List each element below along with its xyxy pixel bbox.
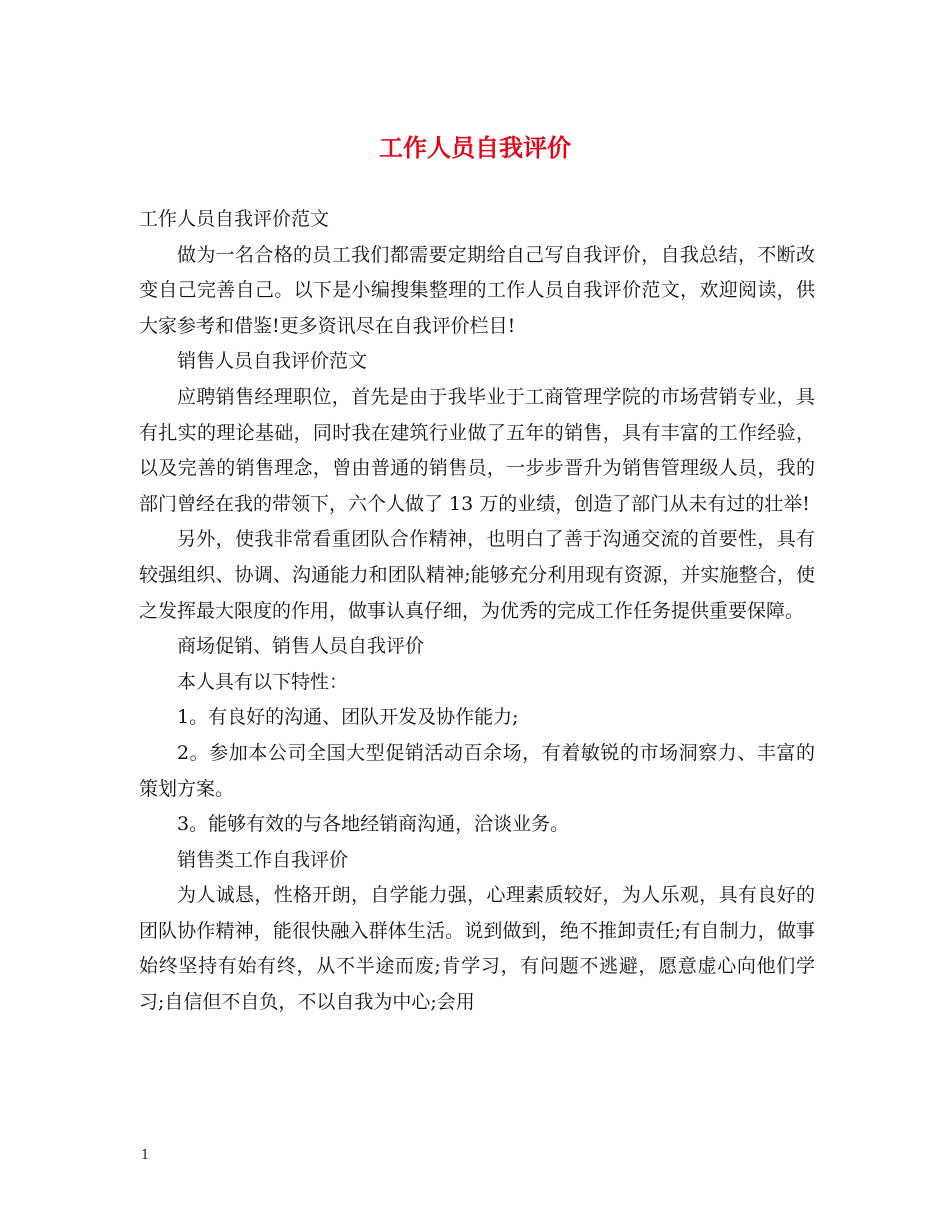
list-item: 3。能够有效的与各地经销商沟通，洽谈业务。 bbox=[177, 813, 570, 836]
section-heading: 销售人员自我评价范文 bbox=[177, 350, 368, 373]
document-title: 工作人员自我评价 bbox=[379, 133, 571, 162]
section-heading: 商场促销、销售人员自我评价 bbox=[177, 635, 425, 658]
section-heading: 销售类工作自我评价 bbox=[177, 848, 349, 871]
document-body bbox=[139, 202, 815, 1021]
page-number: 1 bbox=[141, 1148, 150, 1163]
list-item: 1。有良好的沟通、团队开发及协作能力; bbox=[177, 706, 519, 729]
list-item: 2。参加本公司全国大型促销活动百余场，有着敏锐的市场洞察力、丰富的策划方案。 bbox=[139, 741, 815, 800]
paragraph: 为人诚恳，性格开朗，自学能力强，心理素质较好，为人乐观，具有良好的团队协作精神，能很快融入群体生活。说到做到，绝不推卸责任;有自制力，做事始终坚持有始有终，从不半途而废;肯学习，有问题不逃避，愿意虚心向他们学习;自信但不自负，不以自我为中心;会用 bbox=[139, 884, 815, 1014]
paragraph: 应聘销售经理职位，首先是由于我毕业于工商管理学院的市场营销专业，具有扎实的理论基础，同时我在建筑行业做了五年的销售，具有丰富的工作经验，以及完善的销售理念，曾由普通的销售员，一步步晋升为销售管理级人员，我的部门曾经在我的带领下，六个人做了 13 万的业绩，创造了部门从未有过的壮举! bbox=[139, 385, 815, 515]
paragraph: 工作人员自我评价范文 bbox=[139, 208, 330, 230]
paragraph: 做为一名合格的员工我们都需要定期给自己写自我评价，自我总结，不断改变自己完善自己。以下是小编搜集整理的工作人员自我评价范文，欢迎阅读，供大家参考和借鉴!更多资讯尽在自我评价栏目! bbox=[139, 243, 815, 337]
paragraph: 本人具有以下特性： bbox=[177, 670, 349, 693]
paragraph: 另外，使我非常看重团队合作精神，也明白了善于沟通交流的首要性，具有较强组织、协调、沟通能力和团队精神;能够充分利用现有资源，并实施整合，使之发挥最大限度的作用，做事认真仔细，为优秀的完成工作任务提供重要保障。 bbox=[139, 528, 815, 622]
